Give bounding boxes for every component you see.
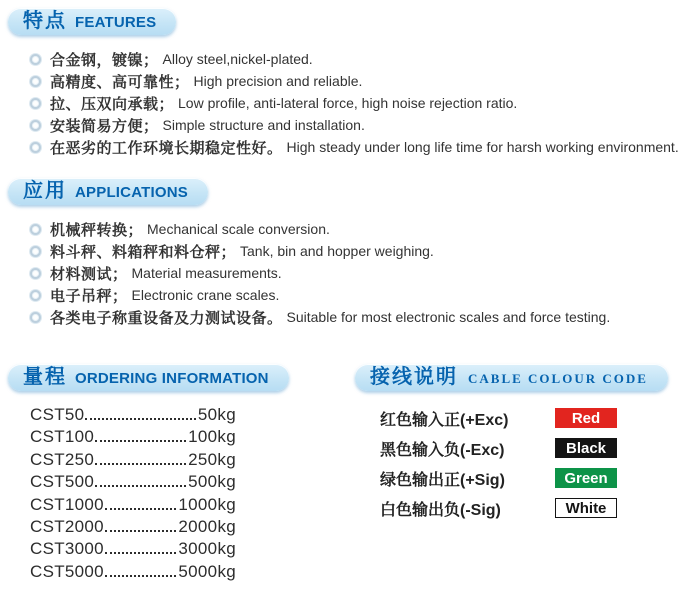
application-text-en: Electronic crane scales.: [131, 287, 280, 303]
cable-row: [380, 498, 617, 518]
ring-bullet-icon: [30, 98, 41, 109]
dot-leader: [105, 552, 177, 554]
ordering-row: [30, 427, 236, 449]
cable-section-header: [355, 364, 668, 391]
dot-leader: [95, 485, 186, 487]
capacity-value: 5000kg: [178, 561, 236, 581]
wire-label: 红色输入正(+Exc): [380, 411, 509, 429]
color-swatch-red: Red: [555, 408, 617, 428]
ordering-row: [30, 450, 236, 472]
ordering-title-zh: 量程: [23, 366, 67, 388]
features-list: [30, 48, 687, 158]
application-text-en: Suitable for most electronic scales and force testing.: [286, 309, 611, 325]
feature-text-en: High steady under long life time for harsh working environment.: [286, 139, 679, 155]
dot-leader: [85, 418, 196, 420]
application-text-en: Tank, bin and hopper weighing.: [240, 243, 434, 259]
cable-row: [380, 408, 617, 428]
ring-bullet-icon: [30, 120, 41, 131]
ring-bullet-icon: [30, 224, 41, 235]
application-text-zh: 电子吊秤；: [50, 287, 128, 305]
application-item: [30, 306, 687, 328]
feature-item: [30, 92, 687, 114]
application-item: [30, 262, 687, 284]
cable-column: [345, 364, 687, 584]
ring-bullet-icon: [30, 54, 41, 65]
application-text-en: Mechanical scale conversion.: [147, 221, 330, 237]
ring-bullet-icon: [30, 268, 41, 279]
features-section-header: [8, 8, 176, 35]
feature-item: [30, 48, 687, 70]
bottom-columns: [0, 364, 687, 584]
dot-leader: [105, 508, 177, 510]
feature-item: [30, 136, 687, 158]
cable-row: [380, 438, 617, 458]
feature-text-zh: 拉、压双向承载；: [50, 95, 175, 113]
ring-bullet-icon: [30, 312, 41, 323]
ordering-row: [30, 539, 236, 561]
features-title-en: FEATURES: [75, 14, 157, 31]
feature-text-en: High precision and reliable.: [193, 73, 363, 89]
ring-bullet-icon: [30, 290, 41, 301]
model-code: CST3000: [30, 539, 104, 559]
ordering-row: [30, 495, 236, 517]
feature-text-en: Low profile, anti-lateral force, high noise rejection ratio.: [178, 95, 518, 111]
wire-label: 白色输出负(-Sig): [380, 501, 501, 519]
color-swatch-white: White: [555, 498, 617, 518]
applications-section-header-wrap: [8, 178, 687, 205]
wire-label: 绿色输出正(+Sig): [380, 471, 505, 489]
feature-text-zh: 合金钢，镀镍；: [50, 51, 159, 69]
capacity-value: 500kg: [188, 472, 236, 492]
model-code: CST2000: [30, 516, 104, 536]
model-code: CST250: [30, 449, 95, 469]
ring-bullet-icon: [30, 76, 41, 87]
model-code: CST1000: [30, 494, 104, 514]
dot-leader: [95, 440, 186, 442]
applications-title-zh: 应用: [23, 180, 67, 202]
application-text-zh: 机械秤转换；: [50, 221, 144, 239]
feature-item: [30, 70, 687, 92]
capacity-value: 100kg: [188, 427, 236, 447]
model-code: CST50: [30, 405, 85, 424]
ordering-row: [30, 472, 236, 494]
color-swatch-green: Green: [555, 468, 617, 488]
feature-text-en: Simple structure and installation.: [162, 117, 365, 133]
ordering-row: [30, 562, 236, 584]
ordering-list: [30, 405, 236, 584]
applications-list: [30, 218, 687, 328]
dot-leader: [105, 575, 177, 577]
capacity-value: 250kg: [188, 449, 236, 469]
application-text-zh: 各类电子称重设备及力测试设备。: [50, 309, 283, 327]
cable-colour-list: [380, 408, 617, 518]
feature-text-en: Alloy steel,nickel-plated.: [162, 51, 313, 67]
ring-bullet-icon: [30, 142, 41, 153]
model-code: CST5000: [30, 561, 104, 581]
dot-leader: [95, 463, 186, 465]
applications-title-en: APPLICATIONS: [75, 184, 188, 201]
feature-item: [30, 114, 687, 136]
features-title-zh: 特点: [23, 10, 67, 32]
color-swatch-black: Black: [555, 438, 617, 458]
cable-row: [380, 468, 617, 488]
model-code: CST100: [30, 427, 95, 447]
application-text-en: Material measurements.: [131, 265, 282, 281]
feature-text-zh: 高精度、高可靠性；: [50, 73, 190, 91]
model-code: CST500: [30, 472, 95, 492]
feature-text-zh: 在恶劣的工作环境长期稳定性好。: [50, 139, 283, 157]
ordering-row: [30, 405, 236, 427]
cable-title-zh: 接线说明: [370, 366, 458, 388]
feature-text-zh: 安装简易方便；: [50, 117, 159, 135]
cable-title-en: CABLE COLOUR CODE: [468, 371, 648, 386]
application-item: [30, 240, 687, 262]
application-item: [30, 218, 687, 240]
applications-section-header: [8, 178, 208, 205]
capacity-value: 50kg: [197, 405, 236, 424]
ring-bullet-icon: [30, 246, 41, 257]
capacity-value: 1000kg: [178, 494, 236, 514]
dot-leader: [105, 530, 177, 532]
ordering-title-en: ORDERING INFORMATION: [75, 370, 269, 387]
ordering-column: [0, 364, 345, 584]
ordering-row: [30, 517, 236, 539]
capacity-value: 2000kg: [178, 516, 236, 536]
application-text-zh: 料斗秤、料箱秤和料仓秤；: [50, 243, 237, 261]
application-text-zh: 材料测试；: [50, 265, 128, 283]
application-item: [30, 284, 687, 306]
wire-label: 黑色输入负(-Exc): [380, 441, 505, 459]
ordering-section-header: [8, 364, 289, 391]
capacity-value: 3000kg: [178, 539, 236, 559]
features-section-header-wrap: [8, 8, 687, 35]
